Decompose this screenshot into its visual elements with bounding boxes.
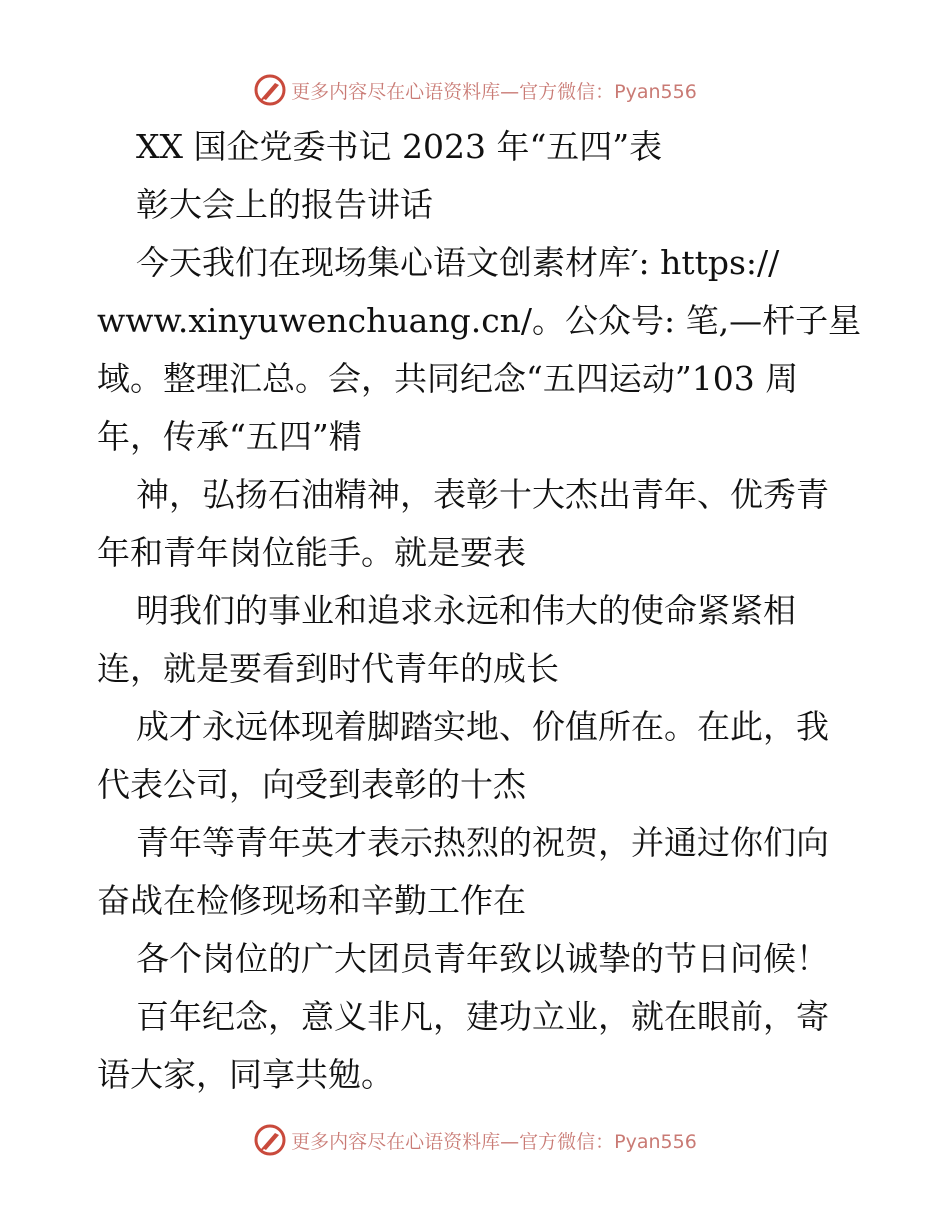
quill-circle-icon — [253, 1123, 287, 1157]
header-watermark — [0, 72, 950, 108]
paragraph-line: 年和青年岗位能手。就是要表 — [97, 533, 526, 572]
watermark-text: 更多内容尽在心语资料库—官方微信：Pyan556 — [291, 80, 697, 103]
paragraph-line: 域。整理汇总。会，共同纪念“五四运动”103 周 — [97, 359, 799, 398]
document-body — [97, 118, 862, 1104]
paragraph-line: 百年纪念，意义非凡，建功立业，就在眼前，寄 — [136, 997, 829, 1036]
paragraph-line: 连，就是要看到时代青年的成长 — [97, 649, 559, 688]
paragraph-line: 代表公司，向受到表彰的十杰 — [97, 765, 526, 804]
paragraph-line: 青年等青年英才表示热烈的祝贺，并通过你们向 — [136, 823, 829, 862]
paragraph-line: 成才永远体现着脚踏实地、价值所在。在此，我 — [136, 707, 829, 746]
paragraph-line: 各个岗位的广大团员青年致以诚挚的节日问候！ — [136, 939, 829, 978]
paragraph-line: 明我们的事业和追求永远和伟大的使命紧紧相 — [136, 591, 796, 630]
quill-circle-icon — [253, 73, 287, 107]
watermark-text: 更多内容尽在心语资料库—官方微信：Pyan556 — [291, 1130, 697, 1153]
title-line-2: 彰大会上的报告讲话 — [136, 185, 433, 224]
paragraph-line: 今天我们在现场集心语文创素材库′: https:// — [136, 243, 780, 282]
paragraph-line: 奋战在检修现场和辛勤工作在 — [97, 881, 526, 920]
paragraph-line: 语大家，同享共勉。 — [97, 1055, 394, 1094]
paragraph-line: www.xinyuwenchuang.cn/。公众号: 笔,—杆子星 — [97, 301, 862, 340]
paragraph-line: 年，传承“五四”精 — [97, 417, 362, 456]
paragraph-line: 神，弘扬石油精神，表彰十大杰出青年、优秀青 — [136, 475, 829, 514]
footer-watermark — [0, 1122, 950, 1158]
title-line-1: XX 国企党委书记 2023 年“五四”表 — [136, 127, 663, 166]
